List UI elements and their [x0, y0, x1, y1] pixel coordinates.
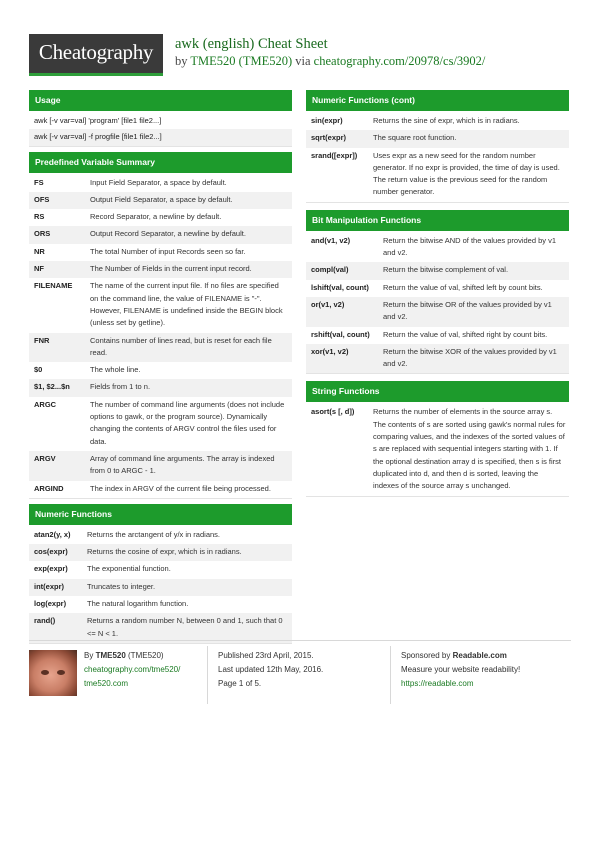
table-row: [29, 226, 292, 243]
entry-key: lshift(val, count): [311, 282, 369, 292]
entry-key: atan2(y, x): [34, 529, 71, 539]
footer-separator: [207, 646, 208, 704]
entry-description: The natural logarithm function.: [87, 599, 189, 609]
entry-description: Return the bitwise complement of val.: [383, 265, 509, 275]
entry-key: ARGIND: [34, 483, 64, 493]
entry-description: Fields from 1 to n.: [90, 382, 151, 392]
sponsor-prefix: Sponsored by: [401, 651, 453, 660]
table-row: [29, 451, 292, 481]
entry-key: RS: [34, 212, 45, 222]
entry-key: $1, $2...$n: [34, 382, 70, 392]
table-row: [29, 278, 292, 332]
entry-description: Return the value of val, shifted right by count bits.: [383, 329, 548, 339]
table-row: [29, 527, 292, 544]
table-row: [29, 192, 292, 209]
entry-key: FNR: [34, 335, 50, 345]
page-title: awk (english) Cheat Sheet: [175, 36, 328, 52]
table-row: [29, 261, 292, 278]
entry-description: Return the bitwise AND of the values provided by v1 and v2.: [383, 235, 557, 258]
table-row: [29, 544, 292, 561]
entry-description: Returns the arctangent of y/x in radians.: [87, 529, 220, 539]
table-row: [29, 613, 292, 643]
string-heading: String Functions: [306, 381, 569, 402]
table-row: [29, 596, 292, 613]
entry-description: Record Separator, a newline by default.: [90, 212, 222, 222]
author-avatar[interactable]: [29, 650, 77, 696]
entry-key: log(expr): [34, 599, 67, 609]
left-column: [29, 90, 292, 649]
table-row: [29, 333, 292, 363]
numeric-section: [29, 504, 292, 644]
entry-key: sin(expr): [311, 116, 343, 125]
entry-description: Contains number of lines read, but is reset for each file read.: [90, 335, 272, 357]
right-column: [306, 90, 569, 502]
bit-section: [306, 210, 569, 375]
table-row: [306, 113, 569, 130]
entry-key: FILENAME: [34, 281, 73, 291]
bit-heading: Bit Manipulation Functions: [306, 210, 569, 231]
table-row: [29, 397, 292, 451]
page-number: Page 1 of 5.: [218, 679, 262, 688]
table-row: [306, 404, 569, 495]
sponsor-url-link[interactable]: https://readable.com: [401, 679, 474, 688]
entry-description: The exponential function.: [87, 564, 171, 574]
footer-by-prefix: By: [84, 651, 96, 660]
footer-dates: [218, 649, 323, 691]
entry-key: cos(expr): [34, 547, 68, 557]
table-row: [29, 579, 292, 596]
entry-key: int(expr): [34, 581, 64, 591]
byline: [175, 54, 485, 69]
entry-description: Output Record Separator, a newline by default.: [90, 229, 246, 239]
entry-key: ARGV: [34, 453, 56, 463]
entry-key: and(v1, v2): [311, 235, 351, 245]
numeric-heading: Numeric Functions: [29, 504, 292, 525]
footer-author-suffix: (TME520): [125, 651, 164, 660]
table-row: [29, 481, 292, 498]
entry-key: or(v1, v2): [311, 299, 345, 309]
entry-key: asort(s [, d]): [311, 407, 355, 417]
table-row: [29, 209, 292, 226]
footer-author-url[interactable]: cheatography.com/tme520/: [84, 665, 181, 674]
footer-divider: [29, 640, 571, 641]
entry-key: exp(expr): [34, 564, 68, 574]
entry-key: ARGC: [34, 399, 57, 409]
table-row: [29, 244, 292, 261]
entry-description: Return the bitwise XOR of the values provided by v1 and v2.: [383, 346, 557, 369]
numeric-cont-section: [306, 90, 569, 203]
usage-heading: Usage: [29, 90, 292, 111]
footer-sponsor: [401, 649, 520, 691]
entry-description: The whole line.: [90, 365, 141, 375]
entry-description: Uses expr as a new seed for the random number generator. If no expr is provided, the time of day is used. The return value is the previous seed for the random number generator.: [373, 150, 560, 197]
entry-description: Return the value of val, shifted left by count bits.: [383, 282, 543, 292]
entry-key: rshift(val, count): [311, 329, 370, 339]
entry-key: srand([expr]): [311, 150, 358, 160]
usage-line: awk [-v var=val] 'program' [file1 file2...]: [34, 116, 162, 125]
entry-description: Output Field Separator, a space by default.: [90, 194, 233, 204]
entry-description: Array of command line arguments. The array is indexed from 0 to ARGC - 1.: [90, 453, 275, 476]
table-row: [306, 233, 569, 263]
table-row: [306, 280, 569, 297]
entry-key: FS: [34, 177, 44, 187]
footer-author: [84, 649, 180, 691]
entry-description: Return the bitwise OR of the values provided by v1 and v2.: [383, 299, 552, 322]
usage-line: awk [-v var=val] -f progfile [file1 file2...]: [29, 129, 292, 145]
entry-key: rand(): [34, 616, 56, 626]
entry-key: OFS: [34, 194, 50, 204]
entry-description: The number of command line arguments (does not include options to gawk, or the program source). Dynamically changing the contents of ARGV control the files used for data.: [90, 399, 285, 446]
entry-key: NF: [34, 264, 44, 274]
predefined-section: [29, 152, 292, 499]
updated-date: Last updated 12th May, 2016.: [218, 665, 324, 674]
entry-description: Returns the cosine of expr, which is in radians.: [87, 547, 242, 557]
table-row: [306, 262, 569, 279]
sponsor-name[interactable]: Readable.com: [452, 651, 507, 660]
table-row: [29, 379, 292, 396]
cheatography-logo[interactable]: Cheatography: [29, 34, 163, 76]
table-row: [306, 327, 569, 344]
numeric-cont-heading: Numeric Functions (cont): [306, 90, 569, 111]
table-row: [29, 561, 292, 578]
table-row: [306, 344, 569, 374]
entry-key: $0: [34, 365, 43, 375]
footer-site-link[interactable]: tme520.com: [84, 679, 129, 688]
published-date: Published 23rd April, 2015.: [218, 651, 314, 660]
entry-description: The name of the current input file. If no files are specified on the command line, the value of FILENAME is "-". However, FILENAME is undefined inside the BEGIN block (unless set by getline).: [90, 281, 283, 328]
entry-key: NR: [34, 246, 45, 256]
entry-key: ORS: [34, 229, 51, 239]
usage-section: [29, 90, 292, 147]
entry-description: The index in ARGV of the current file being processed.: [90, 483, 271, 493]
entry-description: Returns the sine of expr, which is in radians.: [373, 116, 520, 125]
entry-key: sqrt(expr): [311, 133, 347, 143]
author-link[interactable]: TME520 (TME520): [190, 54, 293, 68]
entry-description: Input Field Separator, a space by default.: [90, 177, 227, 187]
footer-author-name[interactable]: TME520: [95, 651, 126, 660]
table-row: [29, 175, 292, 192]
entry-key: compl(val): [311, 265, 349, 275]
cheatsheet-url-link[interactable]: cheatography.com/20978/cs/3902/: [313, 54, 486, 68]
table-row: [306, 297, 569, 327]
entry-description: The total Number of input Records seen so far.: [90, 246, 246, 256]
entry-description: The square root function.: [373, 133, 457, 143]
via-text: via: [292, 54, 314, 68]
string-section: [306, 381, 569, 496]
footer-separator: [390, 646, 391, 704]
entry-description: The Number of Fields in the current input record.: [90, 264, 252, 274]
table-row: [306, 130, 569, 147]
predefined-heading: Predefined Variable Summary: [29, 152, 292, 173]
table-row: [29, 362, 292, 379]
entry-description: Returns a random number N, between 0 and 1, such that 0 <= N < 1.: [87, 616, 283, 638]
entry-description: Truncates to integer.: [87, 581, 156, 591]
table-row: [306, 148, 569, 202]
by-prefix: by: [175, 54, 191, 68]
entry-description: Returns the number of elements in the source array s. The contents of s are sorted using gawk's normal rules for comparing values, and the indexes of the sorted values of s are replaced with sequential integers starting with 1. If the optional destination array d is specified, then s is first duplicated into d, and then d is sorted, leaving the indexes of the source array s unchanged.: [373, 407, 566, 491]
entry-key: xor(v1, v2): [311, 346, 349, 356]
sponsor-text: Measure your website readability!: [401, 665, 521, 674]
